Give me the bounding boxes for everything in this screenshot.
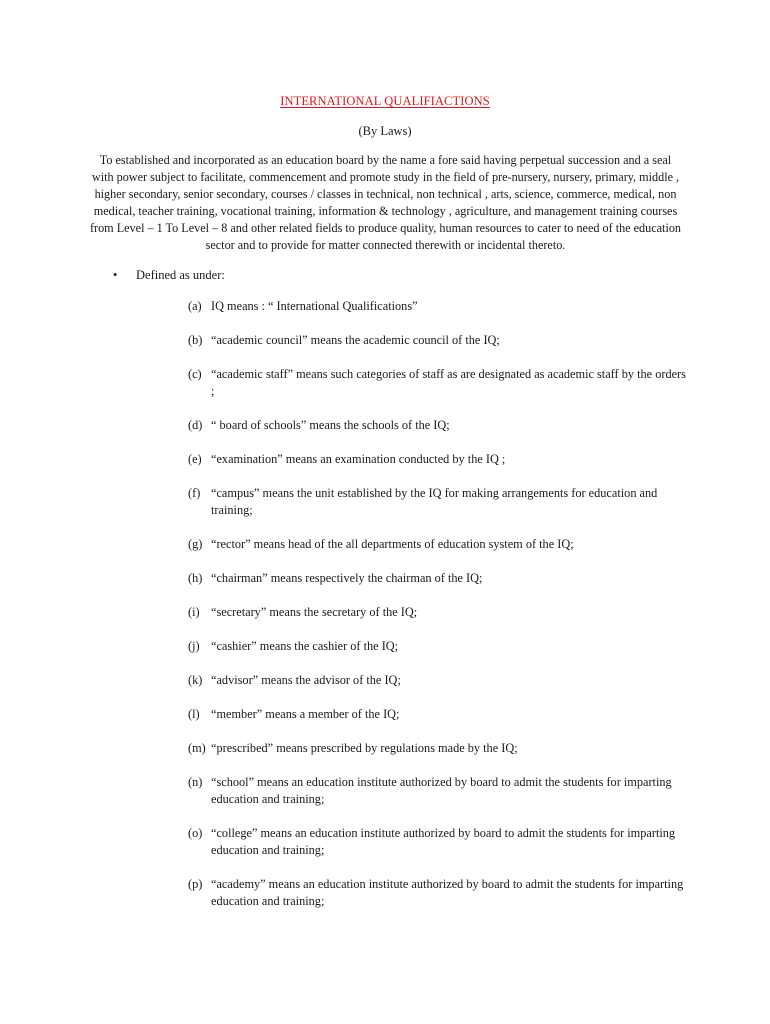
definition-item bbox=[188, 876, 691, 910]
definition-letter: (h) bbox=[188, 571, 203, 585]
definition-letter: (d) bbox=[188, 418, 203, 432]
definition-letter: (k) bbox=[188, 673, 203, 687]
definition-letter: (l) bbox=[188, 707, 200, 721]
definition-text: “cashier” means the cashier of the IQ; bbox=[211, 639, 399, 653]
definitions-heading bbox=[113, 268, 225, 283]
document-subtitle: (By Laws) bbox=[358, 124, 412, 138]
definition-item bbox=[188, 672, 691, 689]
definition-letter: (a) bbox=[188, 299, 202, 313]
definition-letter: (b) bbox=[188, 333, 203, 347]
definition-text: “academic staff” means such categories of staff as are designated as academic staff by the orders ; bbox=[211, 367, 686, 398]
definition-text: “secretary” means the secretary of the IQ; bbox=[211, 605, 418, 619]
definition-item bbox=[188, 332, 691, 349]
definition-item bbox=[188, 536, 691, 553]
definition-item bbox=[188, 570, 691, 587]
definition-text: “academy” means an education institute authorized by board to admit the students for imparting education and training; bbox=[211, 877, 684, 908]
definition-item bbox=[188, 366, 691, 400]
definition-item bbox=[188, 298, 691, 315]
definition-text: “prescribed” means prescribed by regulations made by the IQ; bbox=[211, 741, 518, 755]
definition-item bbox=[188, 740, 691, 757]
intro-paragraph: To established and incorporated as an education board by the name a fore said having perpetual succession and a seal with power subject to facilitate, commencement and promote study in the field of pre-nursery, nursery, primary, middle , higher secondary, senior secondary, courses / classes in technical, non technical , arts, science, commerce, medical, non medical, teacher training, vocational training, information & technology , agriculture, and management training courses from Level – 1 To Level – 8 and other related fields to produce quality, human resources to cater to need of the education sector and to provide for matter connected therewith or incidental thereto. bbox=[89, 153, 682, 253]
bullet-icon: • bbox=[113, 268, 118, 282]
definition-letter: (n) bbox=[188, 775, 203, 789]
definition-text: “campus” means the unit established by the IQ for making arrangements for education and training; bbox=[211, 486, 658, 517]
definition-letter: (p) bbox=[188, 877, 203, 891]
definition-letter: (f) bbox=[188, 486, 201, 500]
definition-text: “ board of schools” means the schools of the IQ; bbox=[211, 418, 450, 432]
definition-item bbox=[188, 604, 691, 621]
definition-letter: (g) bbox=[188, 537, 203, 551]
definition-item bbox=[188, 451, 691, 468]
definition-text: “rector” means head of the all departments of education system of the IQ; bbox=[211, 537, 574, 551]
definition-text: “advisor” means the advisor of the IQ; bbox=[211, 673, 401, 687]
definition-letter: (o) bbox=[188, 826, 203, 840]
definition-text: “chairman” means respectively the chairman of the IQ; bbox=[211, 571, 483, 585]
definition-text: “examination” means an examination conducted by the IQ ; bbox=[211, 452, 506, 466]
definition-item bbox=[188, 774, 691, 808]
definition-item bbox=[188, 825, 691, 859]
definition-text: “school” means an education institute authorized by board to admit the students for imparting education and training; bbox=[211, 775, 672, 806]
definition-letter: (c) bbox=[188, 367, 202, 381]
definition-item bbox=[188, 485, 691, 519]
definitions-heading-label: Defined as under: bbox=[136, 268, 225, 282]
definition-text: “academic council” means the academic council of the IQ; bbox=[211, 333, 500, 347]
definition-item bbox=[188, 706, 691, 723]
definition-letter: (i) bbox=[188, 605, 200, 619]
definition-letter: (e) bbox=[188, 452, 202, 466]
definition-text: “college” means an education institute authorized by board to admit the students for imparting education and training; bbox=[211, 826, 676, 857]
definition-text: IQ means : “ International Qualifications” bbox=[211, 299, 418, 313]
definition-text: “member” means a member of the IQ; bbox=[211, 707, 400, 721]
definition-letter: (j) bbox=[188, 639, 200, 653]
definition-letter: (m) bbox=[188, 741, 206, 755]
definition-item bbox=[188, 638, 691, 655]
definition-item bbox=[188, 417, 691, 434]
document-title: INTERNATIONAL QUALIFIACTIONS bbox=[280, 94, 490, 108]
